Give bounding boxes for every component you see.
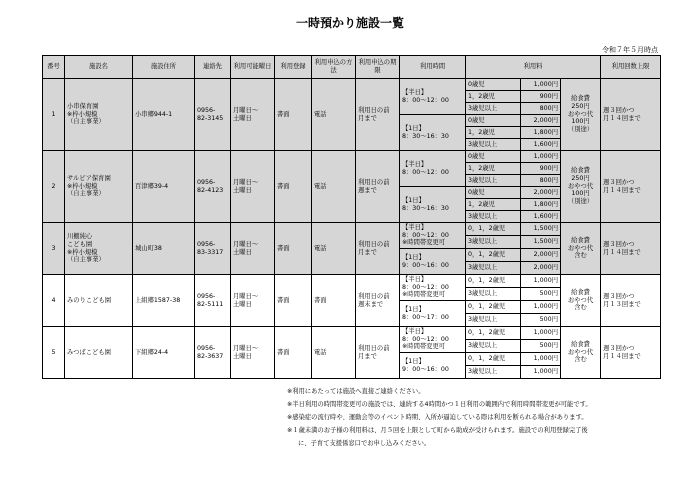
fee-category: 3歳児以上 (466, 288, 521, 301)
fee-amount: 1,800円 (521, 199, 561, 211)
session-hours: 【1日】 8：30～16：30 (400, 187, 466, 223)
note-line: ※半日利用の時間帯変更可の施設では、連続する4時間かつ１日利用の範囲内で利用時間帯変更が可能です。 (287, 401, 592, 408)
facility-name: みつばこども園 (65, 327, 133, 379)
fee-extra: 給食費 おやつ代 含む (561, 327, 601, 379)
session-hours: 【1日】 8：00～17：00 (400, 301, 466, 327)
fee-amount: 500円 (521, 314, 561, 327)
facility-limit: 週３回かつ 月１３回まで (601, 275, 661, 327)
table-row (43, 151, 661, 163)
fee-amount: 1,000円 (521, 151, 561, 163)
facility-no: 5 (43, 327, 65, 379)
fee-category: 3歳児以上 (466, 314, 521, 327)
facility-deadline: 利用日の前 月まで (356, 327, 400, 379)
fee-category: 3歳児以上 (466, 139, 521, 151)
table-header-row (43, 56, 661, 79)
fee-amount: 1,800円 (521, 127, 561, 139)
facility-method: 電話 (312, 79, 356, 151)
fee-extra: 給食費 250円 おやつ代 100円 （別途） (561, 151, 601, 223)
fee-category: 1，2歳児 (466, 127, 521, 139)
fee-extra: 給食費 おやつ代 含む (561, 275, 601, 327)
facility-address: 上組郷1587-38 (133, 275, 195, 327)
facility-register: 書面 (275, 327, 312, 379)
facility-days: 月曜日～ 土曜日 (231, 223, 275, 275)
fee-amount: 2,000円 (521, 187, 561, 199)
facility-limit: 週３回かつ 月１４回まで (601, 151, 661, 223)
header-limit: 利用回数上限 (601, 56, 661, 79)
facility-register: 書面 (275, 79, 312, 151)
note-line: に、子育て支援係窓口でお申し込みください。 (298, 440, 431, 447)
fee-amount: 800円 (521, 175, 561, 187)
facility-name: みのりこども園 (65, 275, 133, 327)
header-days: 利用可能曜日 (231, 56, 275, 79)
facility-contact: 0956- 82-3145 (195, 79, 231, 151)
fee-category: 0歳児 (466, 151, 521, 163)
facility-no: 1 (43, 79, 65, 151)
header-name: 施設名 (65, 56, 133, 79)
session-hours: 【半日】 8：00～12：00 (400, 151, 466, 187)
header-fee: 利用料 (466, 56, 601, 79)
fee-category: 1，2歳児 (466, 91, 521, 103)
fee-category: 3歳児以上 (466, 175, 521, 187)
facility-days: 月曜日～ 土曜日 (231, 151, 275, 223)
note-line: ※感染症の流行時や、運動会等のイベント時期、入所が逼迫している際は利用を断られる場合があります。 (287, 414, 588, 421)
fee-category: 3歳児以上 (466, 262, 521, 275)
facility-deadline: 利用日の前 月まで (356, 79, 400, 151)
fee-amount: 1,000円 (521, 79, 561, 91)
facility-method: 電話 (312, 151, 356, 223)
facility-limit: 週３回かつ 月１４回まで (601, 223, 661, 275)
fee-amount: 2,000円 (521, 115, 561, 127)
facility-days: 月曜日～ 土曜日 (231, 275, 275, 327)
header-method: 利用申込の方法 (312, 56, 356, 79)
facility-limit: 週３回かつ 月１４回まで (601, 79, 661, 151)
fee-extra: 給食費 250円 おやつ代 100円 （別途） (561, 79, 601, 151)
facility-method: 電話 (312, 223, 356, 275)
facility-no: 4 (43, 275, 65, 327)
notes (287, 385, 592, 450)
facility-deadline: 利用日の前 週末まで (356, 275, 400, 327)
table-row (43, 223, 661, 236)
fee-category: 0歳児 (466, 79, 521, 91)
fee-category: 3歳児以上 (466, 236, 521, 249)
header-hours: 利用時間 (400, 56, 466, 79)
fee-amount: 1,000円 (521, 327, 561, 340)
facility-address: 下組郷24-4 (133, 327, 195, 379)
header-no: 番号 (43, 56, 65, 79)
fee-category: 1，2歳児 (466, 163, 521, 175)
fee-amount: 1,500円 (521, 223, 561, 236)
session-hours: 【1日】 9：00～16：00 (400, 249, 466, 275)
fee-category: 3歳児以上 (466, 103, 521, 115)
fee-amount: 800円 (521, 103, 561, 115)
fee-amount: 2,000円 (521, 262, 561, 275)
table-row (43, 79, 661, 91)
fee-amount: 1,000円 (521, 275, 561, 288)
facility-address: 小串郷944-1 (133, 79, 195, 151)
facility-method: 電話 (312, 327, 356, 379)
facility-contact: 0956- 82-4123 (195, 151, 231, 223)
session-hours: 【1日】 9：00～16：00 (400, 353, 466, 379)
fee-amount: 2,000円 (521, 249, 561, 262)
fee-amount: 500円 (521, 288, 561, 301)
session-hours: 【半日】 8：00～12：00 ※時間帯変更可 (400, 223, 466, 249)
fee-amount: 900円 (521, 91, 561, 103)
session-hours: 【半日】 8：00～12：00 ※時間帯変更可 (400, 275, 466, 301)
fee-category: 0，1，2歳児 (466, 223, 521, 236)
facility-name: 川棚純心 こども園 ※枠小規模 （自主事業） (65, 223, 133, 275)
session-hours: 【1日】 8：30～16：30 (400, 115, 466, 151)
page-title: 一時預かり施設一覧 (295, 16, 404, 30)
table-row (43, 275, 661, 288)
facility-contact: 0956- 83-3317 (195, 223, 231, 275)
fee-amount: 1,500円 (521, 236, 561, 249)
fee-amount: 1,000円 (521, 301, 561, 314)
fee-amount: 1,000円 (521, 366, 561, 379)
note-line: ※利用にあたっては施設へ直接ご連絡ください。 (287, 388, 425, 395)
table-row (43, 327, 661, 340)
fee-category: 0歳児 (466, 187, 521, 199)
fee-category: 0，1，2歳児 (466, 249, 521, 262)
header-contact: 連絡先 (195, 56, 231, 79)
header-deadline: 利用申込の期限 (356, 56, 400, 79)
fee-amount: 1,600円 (521, 139, 561, 151)
fee-category: 3歳児以上 (466, 366, 521, 379)
facility-no: 2 (43, 151, 65, 223)
facility-table (42, 55, 661, 379)
fee-amount: 1,000円 (521, 353, 561, 366)
facility-name: 小串保育園 ※枠小規模 （自主事業） (65, 79, 133, 151)
facility-table-body (43, 79, 661, 379)
facility-contact: 0956- 82-3637 (195, 327, 231, 379)
facility-register: 書面 (275, 275, 312, 327)
session-hours: 【半日】 8：00～12：00 (400, 79, 466, 115)
fee-amount: 500円 (521, 340, 561, 353)
facility-limit: 週３回かつ 月１４回まで (601, 327, 661, 379)
fee-category: 0，1，2歳児 (466, 301, 521, 314)
facility-contact: 0956- 82-5111 (195, 275, 231, 327)
facility-register: 書面 (275, 151, 312, 223)
header-register: 利用登録 (275, 56, 312, 79)
facility-method: 書面 (312, 275, 356, 327)
facility-name: サルビア保育園 ※枠小規模 （自主事業） (65, 151, 133, 223)
fee-extra: 給食費 おやつ代 含む (561, 223, 601, 275)
facility-no: 3 (43, 223, 65, 275)
fee-amount: 900円 (521, 163, 561, 175)
facility-days: 月曜日～ 土曜日 (231, 327, 275, 379)
session-hours: 【半日】 8：00～12：00 ※時間帯変更可 (400, 327, 466, 353)
facility-address: 城山町38 (133, 223, 195, 275)
as-of-date: 令和７年５月時点 (602, 46, 658, 54)
facility-address: 百津郷39-4 (133, 151, 195, 223)
fee-category: 3歳児以上 (466, 211, 521, 223)
fee-category: 0，1，2歳児 (466, 353, 521, 366)
facility-deadline: 利用日の前 週まで (356, 151, 400, 223)
fee-category: 3歳児以上 (466, 340, 521, 353)
fee-category: 0歳児 (466, 115, 521, 127)
note-line: ※１歳未満のお子様の利用料は、月５回を上限として町から助成が受けられます。施設での利用登録完了後 (287, 427, 588, 434)
fee-amount: 1,600円 (521, 211, 561, 223)
header-address: 施設住所 (133, 56, 195, 79)
fee-category: 0，1，2歳児 (466, 275, 521, 288)
facility-deadline: 利用日の前 月まで (356, 223, 400, 275)
fee-category: 0，1，2歳児 (466, 327, 521, 340)
facility-days: 月曜日～ 土曜日 (231, 79, 275, 151)
fee-category: 1，2歳児 (466, 199, 521, 211)
facility-register: 書面 (275, 223, 312, 275)
